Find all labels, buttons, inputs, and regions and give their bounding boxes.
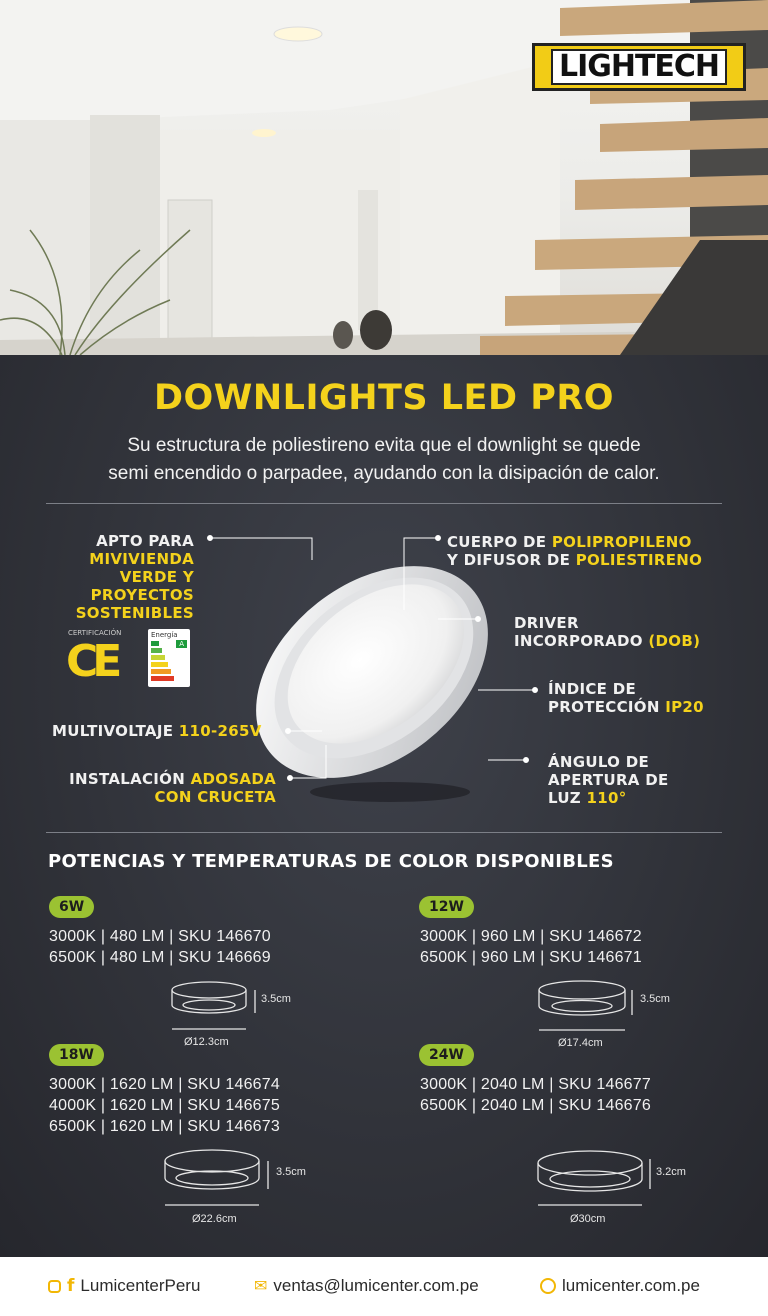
subtitle <box>40 432 728 488</box>
body-feature: CUERPO DE POLIPROPILENO Y DIFUSOR DE POLIESTIRENO <box>447 533 703 569</box>
height-18w: 3.5cm <box>276 1166 306 1178</box>
spec-line: 6500K | 480 LM | SKU 146669 <box>49 949 271 966</box>
power-badge-24w: 24W <box>419 1044 474 1066</box>
model-12w-specs <box>420 926 642 968</box>
divider-middle <box>46 832 722 833</box>
subtitle-line-2: semi encendido o parpadee, ayudando con la disipación de calor. <box>108 463 660 484</box>
install-feature: INSTALACIÓN ADOSADA CON CRUCETA <box>69 770 276 806</box>
power-badge-12w: 12W <box>419 896 474 918</box>
diameter-6w: Ø12.3cm <box>184 1036 229 1048</box>
certification-label: CERTIFICACIÓN <box>68 629 122 637</box>
ip-feature: ÍNDICE DE PROTECCIÓN IP20 <box>548 680 704 716</box>
diameter-24w: Ø30cm <box>570 1213 606 1225</box>
spec-line: 3000K | 1620 LM | SKU 146674 <box>49 1076 280 1093</box>
diameter-18w: Ø22.6cm <box>192 1213 237 1225</box>
dimension-24w-icon <box>538 1151 650 1205</box>
spec-line: 6500K | 2040 LM | SKU 146676 <box>420 1097 651 1114</box>
height-12w: 3.5cm <box>640 993 670 1005</box>
instagram-icon <box>48 1280 61 1293</box>
envelope-icon: ✉ <box>254 1278 268 1295</box>
height-6w: 3.5cm <box>261 993 291 1005</box>
spec-line: 4000K | 1620 LM | SKU 146675 <box>49 1097 280 1114</box>
eco-line-3: VERDE Y <box>119 568 194 586</box>
dimension-diagrams <box>0 975 768 1235</box>
social-handle: LumicenterPeru <box>80 1276 201 1295</box>
page-title: DOWNLIGHTS LED PRO <box>153 378 615 418</box>
voltage-feature: MULTIVOLTAJE 110-265V <box>52 722 262 740</box>
eco-line-5: SOSTENIBLES <box>75 604 194 622</box>
dimension-6w-icon <box>172 982 255 1029</box>
spec-line: 3000K | 2040 LM | SKU 146677 <box>420 1076 651 1093</box>
ce-mark-icon: CE <box>66 636 117 687</box>
spec-line: 6500K | 1620 LM | SKU 146673 <box>49 1118 280 1135</box>
angle-feature: ÁNGULO DE APERTURA DE LUZ 110° <box>548 753 669 807</box>
power-badge-6w: 6W <box>49 896 94 918</box>
driver-feature: DRIVER INCORPORADO (DOB) <box>514 614 701 650</box>
subtitle-line-1: Su estructura de poliestireno evita que el downlight se quede <box>127 435 641 456</box>
energy-label-text: Energía <box>151 631 178 639</box>
social-link[interactable] <box>48 1276 200 1296</box>
energy-class: A <box>176 640 187 648</box>
spec-line: 3000K | 480 LM | SKU 146670 <box>49 928 271 945</box>
eco-line-1: APTO PARA <box>96 532 194 550</box>
email-link[interactable] <box>254 1276 479 1296</box>
eco-line-2: MIVIVIENDA <box>89 550 194 568</box>
lightech-logo <box>532 43 746 91</box>
dimension-12w-icon <box>539 981 632 1030</box>
spec-line: 3000K | 960 LM | SKU 146672 <box>420 928 642 945</box>
email-address: ventas@lumicenter.com.pe <box>273 1276 479 1295</box>
height-24w: 3.2cm <box>656 1166 686 1178</box>
dimension-18w-icon <box>165 1150 268 1205</box>
divider-top <box>46 503 722 504</box>
logo-text: LIGHTECH <box>551 49 727 85</box>
specs-title: POTENCIAS Y TEMPERATURAS DE COLOR DISPONIBLES <box>48 851 614 872</box>
website-url: lumicenter.com.pe <box>562 1276 700 1295</box>
website-link[interactable] <box>540 1276 700 1296</box>
eco-line-4: PROYECTOS <box>90 586 194 604</box>
globe-icon <box>540 1278 556 1294</box>
model-6w-specs <box>49 926 271 968</box>
energy-label-icon <box>148 629 190 687</box>
power-badge-18w: 18W <box>49 1044 104 1066</box>
diameter-12w: Ø17.4cm <box>558 1037 603 1049</box>
eco-feature <box>46 532 194 622</box>
hero-photo <box>0 0 768 355</box>
spec-line: 6500K | 960 LM | SKU 146671 <box>420 949 642 966</box>
facebook-icon: f <box>67 1276 75 1296</box>
